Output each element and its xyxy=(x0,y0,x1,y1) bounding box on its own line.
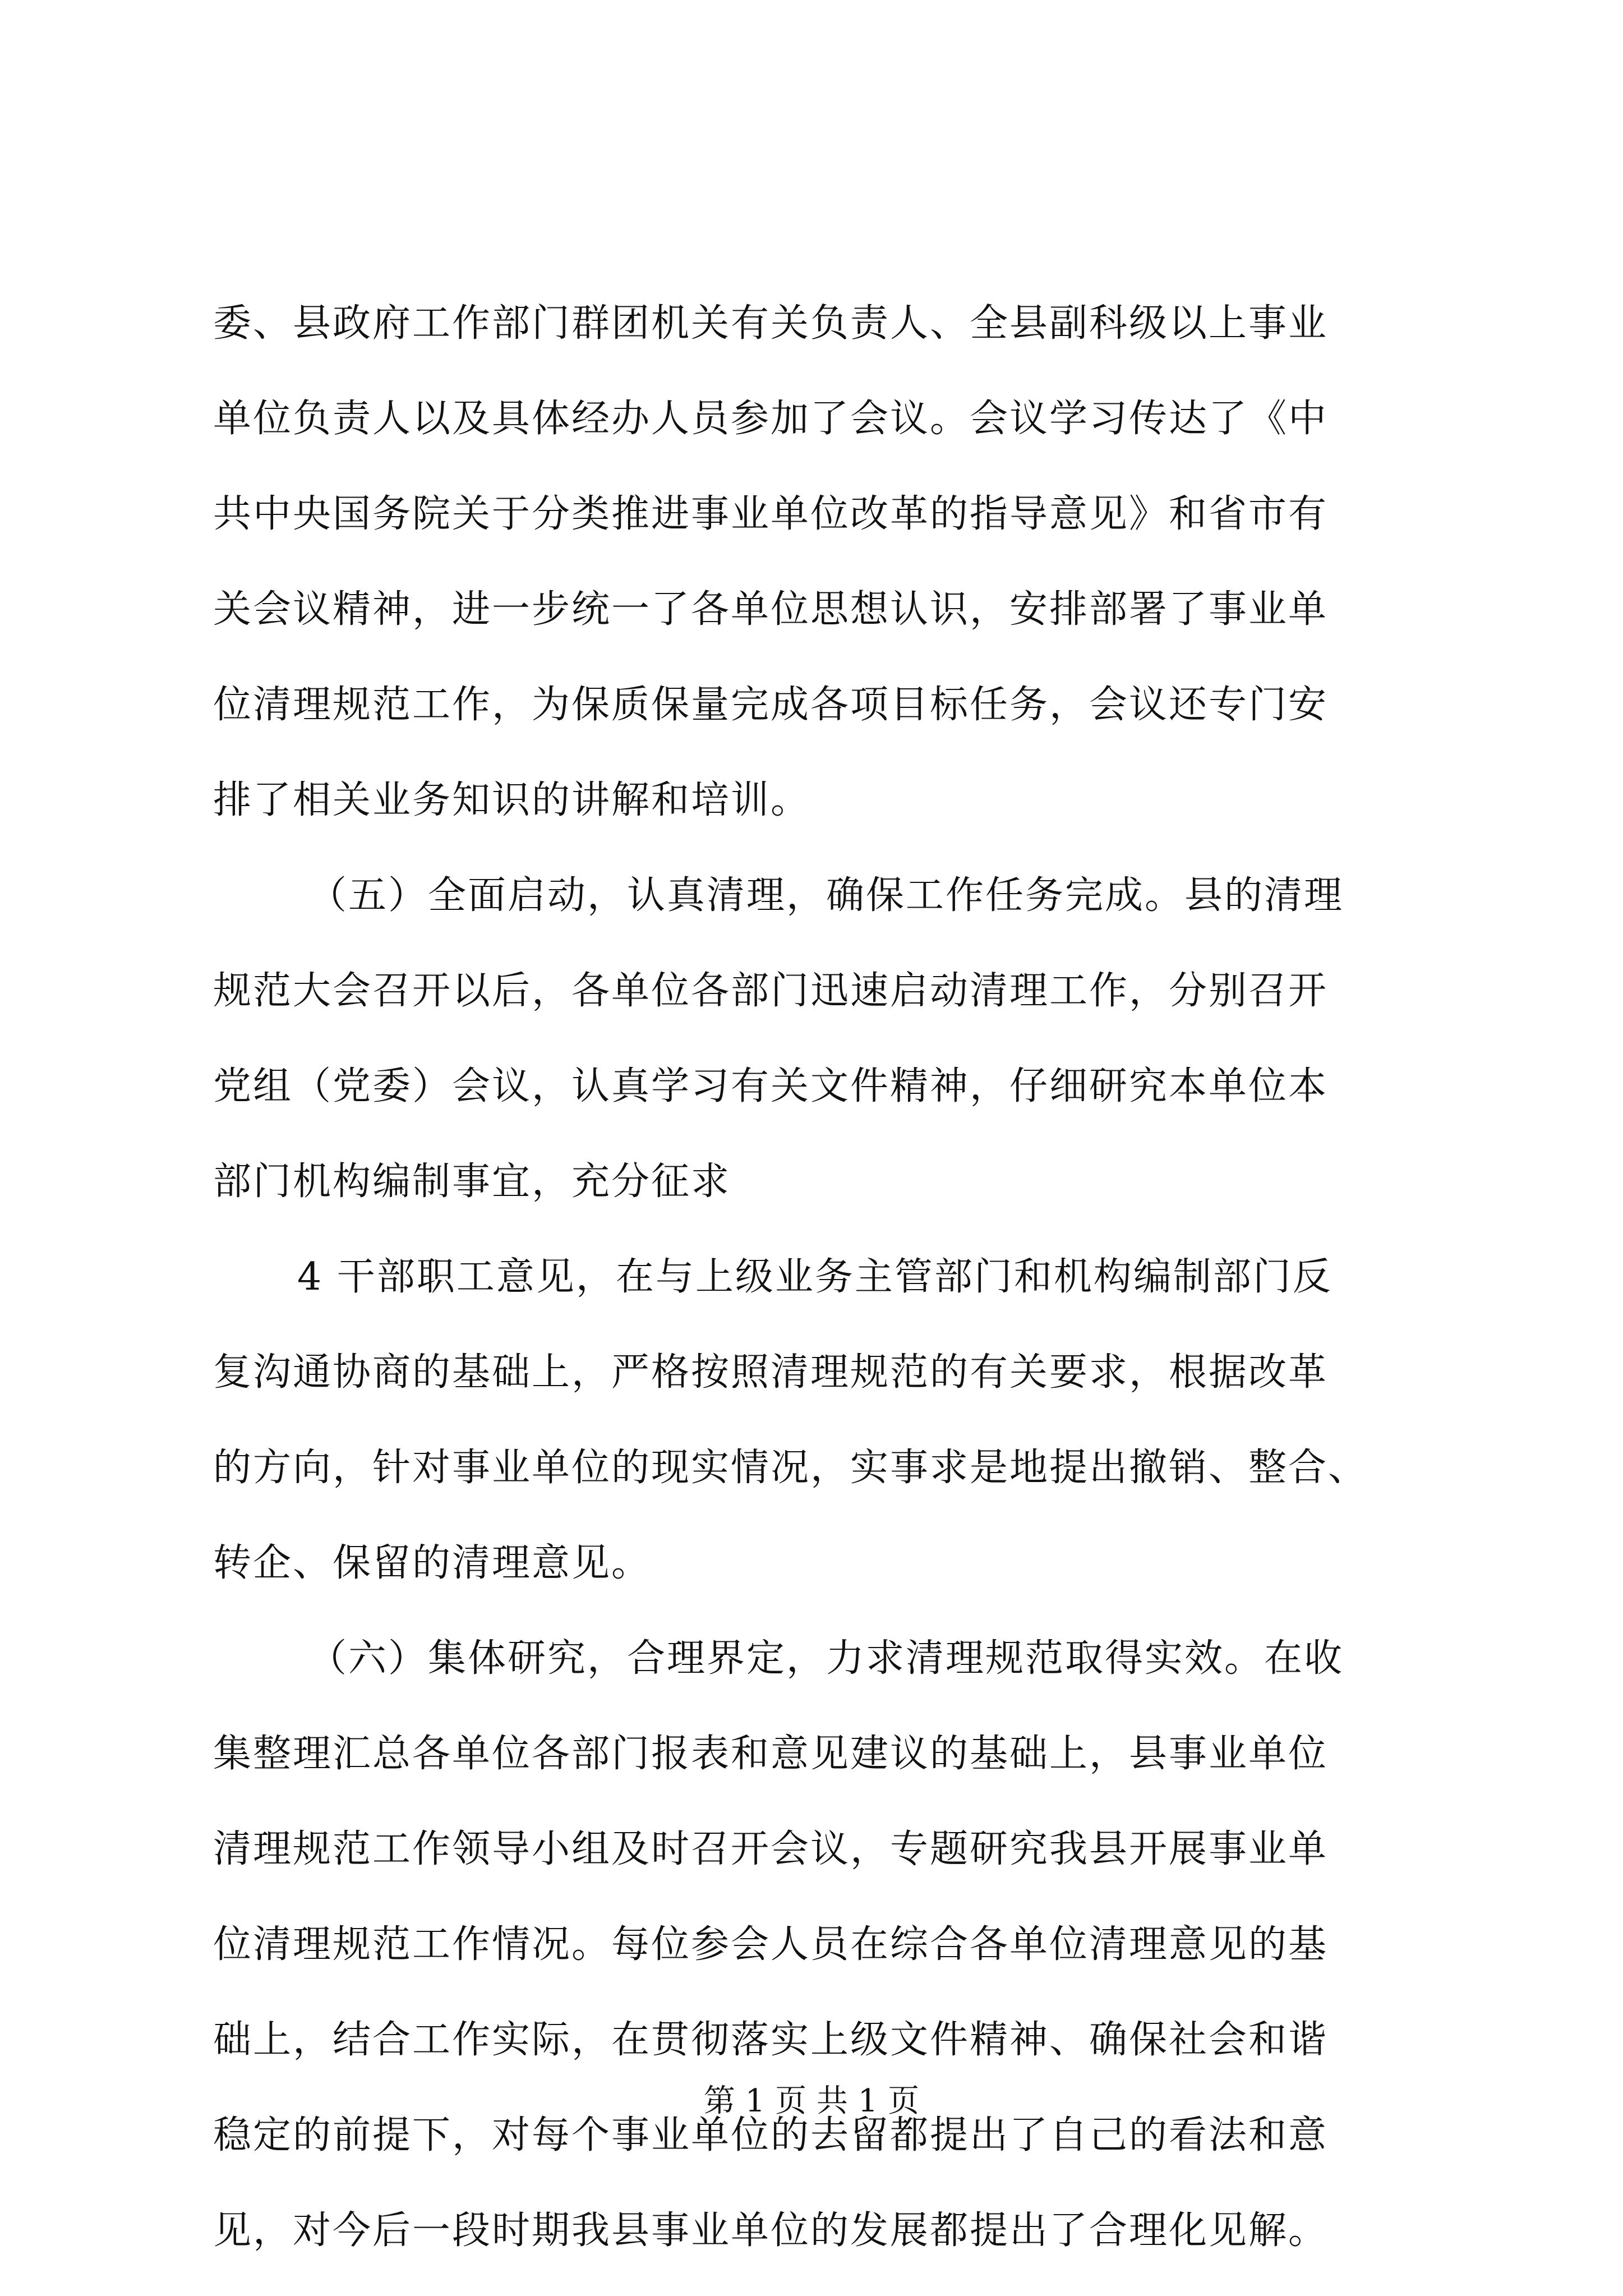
text-line: 复沟通协商的基础上，严格按照清理规范的有关要求，根据改革 xyxy=(213,1350,1329,1395)
text-line: 单位负责人以及具体经办人员参加了会议。会议学习传达了《中 xyxy=(213,397,1329,441)
text-line: 共中央国务院关于分类推进事业单位改革的指导意见》和省市有 xyxy=(213,492,1329,536)
text-line: 础上，结合工作实际，在贯彻落实上级文件精神、确保社会和谐 xyxy=(213,2018,1329,2062)
text-line: 的方向，针对事业单位的现实情况，实事求是地提出撤销、整合、 xyxy=(213,1446,1368,1490)
text-line: （六）集体研究，合理界定，力求清理规范取得实效。在收 xyxy=(308,1636,1344,1681)
text-line: 4 干部职工意见，在与上级业务主管部门和机构编制部门反 xyxy=(297,1255,1332,1299)
text-line: 位清理规范工作，为保质保量完成各项目标任务，会议还专门安 xyxy=(213,683,1329,727)
text-line: （五）全面启动，认真清理，确保工作任务完成。县的清理 xyxy=(308,873,1344,918)
page-number-footer: 第 1 页 共 1 页 xyxy=(703,2083,920,2119)
text-line: 位清理规范工作情况。每位参会人员在综合各单位清理意见的基 xyxy=(213,1922,1329,1967)
text-line: 转企、保留的清理意见。 xyxy=(213,1541,652,1585)
text-line: 部门机构编制事宜，充分征求 xyxy=(213,1159,731,1204)
text-line: 清理规范工作领导小组及时召开会议，专题研究我县开展事业单 xyxy=(213,1827,1329,1871)
text-line: 集整理汇总各单位各部门报表和意见建议的基础上，县事业单位 xyxy=(213,1732,1329,1776)
text-line: 党组（党委）会议，认真学习有关文件精神，仔细研究本单位本 xyxy=(213,1064,1329,1108)
text-line: 排了相关业务知识的讲解和培训。 xyxy=(213,778,811,822)
text-line: 委、县政府工作部门群团机关有关负责人、全县副科级以上事业 xyxy=(213,301,1329,346)
text-line: 规范大会召开以后，各单位各部门迅速启动清理工作，分别召开 xyxy=(213,969,1329,1013)
text-line: 稳定的前提下，对每个事业单位的去留都提出了自己的看法和意 xyxy=(213,2113,1329,2157)
text-line: 见，对今后一段时期我县事业单位的发展都提出了合理化见解。 xyxy=(213,2208,1329,2253)
text-line: 关会议精神，进一步统一了各单位思想认识，安排部署了事业单 xyxy=(213,587,1329,632)
body-text xyxy=(213,276,1402,2279)
